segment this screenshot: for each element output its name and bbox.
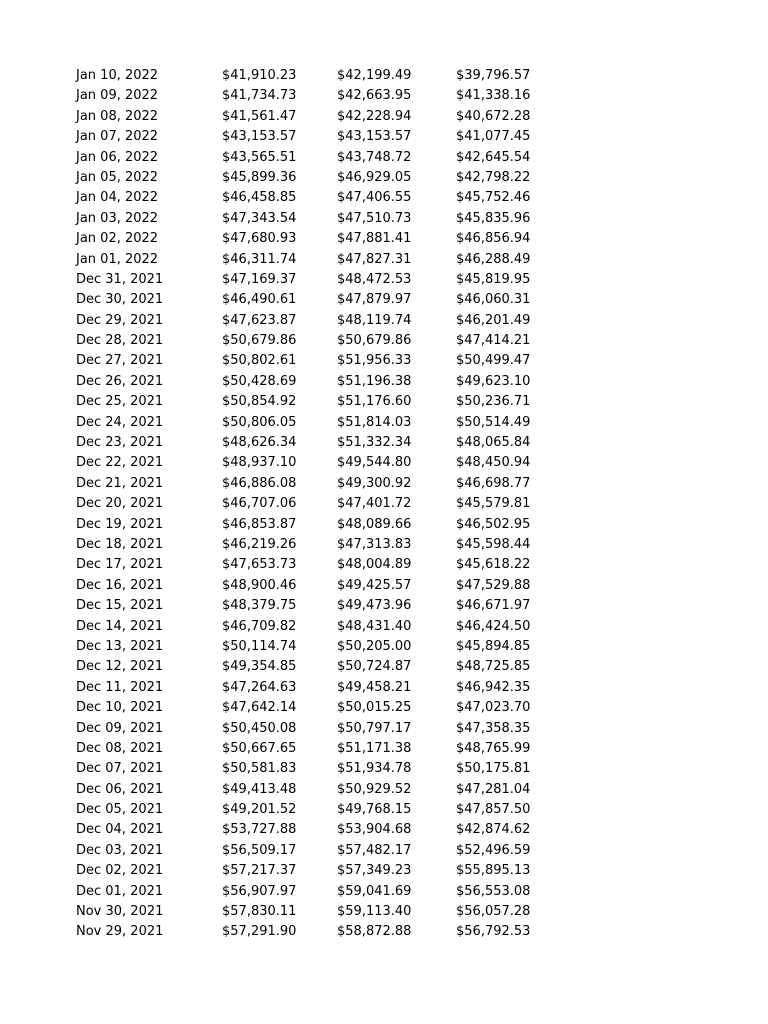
date-cell: Jan 09, 2022: [76, 88, 159, 104]
open-price-cell: $50,854.92: [222, 394, 297, 410]
table-row: [0, 311, 768, 331]
table-row: [0, 66, 768, 86]
high-price-cell: $53,904.68: [337, 822, 412, 838]
table-row: [0, 86, 768, 106]
open-price-cell: $57,217.37: [222, 863, 297, 879]
open-price-cell: $50,114.74: [222, 638, 297, 654]
low-price-cell: $45,835.96: [456, 210, 531, 226]
open-price-cell: $46,886.08: [222, 475, 297, 491]
date-cell: Dec 24, 2021: [76, 414, 164, 430]
low-price-cell: $46,671.97: [456, 598, 531, 614]
open-price-cell: $41,910.23: [222, 68, 297, 83]
table-row: [0, 922, 768, 942]
low-price-cell: $48,065.84: [456, 435, 531, 451]
open-price-cell: $50,428.69: [222, 373, 297, 389]
table-row: [0, 351, 768, 371]
open-price-cell: $56,907.97: [222, 883, 297, 899]
low-price-cell: $56,792.53: [456, 924, 531, 940]
table-row: [0, 678, 768, 698]
high-price-cell: $59,113.40: [337, 904, 412, 920]
table-row: [0, 719, 768, 739]
date-cell: Jan 03, 2022: [76, 210, 159, 226]
open-price-cell: $46,707.06: [222, 496, 297, 512]
high-price-cell: $51,956.33: [337, 353, 412, 369]
high-price-cell: $48,119.74: [337, 312, 412, 328]
low-price-cell: $46,698.77: [456, 475, 531, 491]
low-price-cell: $50,514.49: [456, 414, 531, 430]
high-price-cell: $47,510.73: [337, 210, 412, 226]
table-row: [0, 555, 768, 575]
low-price-cell: $56,057.28: [456, 904, 531, 920]
low-price-cell: $45,618.22: [456, 557, 531, 573]
low-price-cell: $46,856.94: [456, 231, 531, 247]
high-price-cell: $51,934.78: [337, 761, 412, 777]
table-row: [0, 576, 768, 596]
high-price-cell: $48,004.89: [337, 557, 412, 573]
high-price-cell: $50,797.17: [337, 720, 412, 736]
table-row: [0, 372, 768, 392]
high-price-cell: $49,473.96: [337, 598, 412, 614]
open-price-cell: $43,153.57: [222, 129, 297, 145]
open-price-cell: $45,899.36: [222, 169, 297, 185]
high-price-cell: $47,879.97: [337, 292, 412, 308]
high-price-cell: $49,544.80: [337, 455, 412, 471]
open-price-cell: $41,561.47: [222, 108, 297, 124]
high-price-cell: $42,663.95: [337, 88, 412, 104]
table-row: [0, 637, 768, 657]
date-cell: Dec 17, 2021: [76, 557, 164, 573]
open-price-cell: $50,806.05: [222, 414, 297, 430]
high-price-cell: $50,679.86: [337, 333, 412, 349]
open-price-cell: $48,900.46: [222, 577, 297, 593]
date-cell: Dec 23, 2021: [76, 435, 164, 451]
open-price-cell: $46,709.82: [222, 618, 297, 634]
table-row: [0, 331, 768, 351]
open-price-cell: $49,413.48: [222, 781, 297, 797]
high-price-cell: $47,827.31: [337, 251, 412, 267]
table-row: [0, 107, 768, 127]
date-cell: Dec 31, 2021: [76, 271, 164, 287]
table-row: [0, 515, 768, 535]
table-row: [0, 453, 768, 473]
high-price-cell: $49,300.92: [337, 475, 412, 491]
table-row: [0, 270, 768, 290]
date-cell: Dec 09, 2021: [76, 720, 164, 736]
table-row: [0, 861, 768, 881]
open-price-cell: $47,623.87: [222, 312, 297, 328]
date-cell: Dec 11, 2021: [76, 679, 164, 695]
date-cell: Dec 05, 2021: [76, 802, 164, 818]
table-row: [0, 841, 768, 861]
high-price-cell: $57,482.17: [337, 842, 412, 858]
table-row: [0, 800, 768, 820]
open-price-cell: $43,565.51: [222, 149, 297, 165]
open-price-cell: $47,169.37: [222, 271, 297, 287]
date-cell: Dec 02, 2021: [76, 863, 164, 879]
high-price-cell: $48,089.66: [337, 516, 412, 532]
date-cell: Jan 02, 2022: [76, 231, 159, 247]
date-cell: Dec 07, 2021: [76, 761, 164, 777]
table-row: [0, 250, 768, 270]
date-cell: Dec 04, 2021: [76, 822, 164, 838]
open-price-cell: $50,802.61: [222, 353, 297, 369]
high-price-cell: $50,724.87: [337, 659, 412, 675]
date-cell: Dec 14, 2021: [76, 618, 164, 634]
high-price-cell: $49,458.21: [337, 679, 412, 695]
low-price-cell: $42,874.62: [456, 822, 531, 838]
table-row: [0, 739, 768, 759]
table-row: [0, 596, 768, 616]
date-cell: Dec 03, 2021: [76, 842, 164, 858]
low-price-cell: $50,236.71: [456, 394, 531, 410]
high-price-cell: $47,881.41: [337, 231, 412, 247]
high-price-cell: $58,872.88: [337, 924, 412, 940]
date-cell: Jan 01, 2022: [76, 251, 159, 267]
low-price-cell: $45,752.46: [456, 190, 531, 206]
open-price-cell: $46,458.85: [222, 190, 297, 206]
open-price-cell: $48,379.75: [222, 598, 297, 614]
low-price-cell: $42,798.22: [456, 169, 531, 185]
high-price-cell: $47,401.72: [337, 496, 412, 512]
open-price-cell: $47,680.93: [222, 231, 297, 247]
high-price-cell: $42,228.94: [337, 108, 412, 124]
date-cell: Dec 27, 2021: [76, 353, 164, 369]
low-price-cell: $52,496.59: [456, 842, 531, 858]
open-price-cell: $49,201.52: [222, 802, 297, 818]
low-price-cell: $47,529.88: [456, 577, 531, 593]
high-price-cell: $51,332.34: [337, 435, 412, 451]
date-cell: Dec 15, 2021: [76, 598, 164, 614]
low-price-cell: $46,424.50: [456, 618, 531, 634]
table-row: [0, 127, 768, 147]
date-cell: Dec 18, 2021: [76, 536, 164, 552]
date-cell: Nov 30, 2021: [76, 904, 164, 920]
open-price-cell: $57,830.11: [222, 904, 297, 920]
high-price-cell: $49,768.15: [337, 802, 412, 818]
table-row: [0, 392, 768, 412]
high-price-cell: $48,431.40: [337, 618, 412, 634]
high-price-cell: $49,425.57: [337, 577, 412, 593]
open-price-cell: $50,450.08: [222, 720, 297, 736]
date-cell: Jan 05, 2022: [76, 169, 159, 185]
low-price-cell: $47,281.04: [456, 781, 531, 797]
table-row: [0, 188, 768, 208]
table-row: [0, 229, 768, 249]
date-cell: Jan 10, 2022: [76, 68, 159, 83]
table-row: [0, 148, 768, 168]
high-price-cell: $50,929.52: [337, 781, 412, 797]
low-price-cell: $45,579.81: [456, 496, 531, 512]
table-row: [0, 902, 768, 922]
table-row: [0, 882, 768, 902]
low-price-cell: $46,942.35: [456, 679, 531, 695]
high-price-cell: $51,176.60: [337, 394, 412, 410]
low-price-cell: $48,765.99: [456, 740, 531, 756]
date-cell: Dec 08, 2021: [76, 740, 164, 756]
table-row: [0, 759, 768, 779]
open-price-cell: $48,937.10: [222, 455, 297, 471]
low-price-cell: $47,414.21: [456, 333, 531, 349]
low-price-cell: $45,598.44: [456, 536, 531, 552]
high-price-cell: $51,171.38: [337, 740, 412, 756]
table-row: [0, 617, 768, 637]
low-price-cell: $41,077.45: [456, 129, 531, 145]
table-row: [0, 780, 768, 800]
date-cell: Dec 30, 2021: [76, 292, 164, 308]
open-price-cell: $41,734.73: [222, 88, 297, 104]
date-cell: Dec 28, 2021: [76, 333, 164, 349]
table-row: [0, 698, 768, 718]
low-price-cell: $46,060.31: [456, 292, 531, 308]
low-price-cell: $42,645.54: [456, 149, 531, 165]
high-price-cell: $47,313.83: [337, 536, 412, 552]
open-price-cell: $49,354.85: [222, 659, 297, 675]
high-price-cell: $43,748.72: [337, 149, 412, 165]
open-price-cell: $46,311.74: [222, 251, 297, 267]
low-price-cell: $48,450.94: [456, 455, 531, 471]
low-price-cell: $39,796.57: [456, 68, 531, 83]
open-price-cell: $47,264.63: [222, 679, 297, 695]
date-cell: Dec 01, 2021: [76, 883, 164, 899]
date-cell: Jan 08, 2022: [76, 108, 159, 124]
date-cell: Nov 29, 2021: [76, 924, 164, 940]
low-price-cell: $48,725.85: [456, 659, 531, 675]
open-price-cell: $47,653.73: [222, 557, 297, 573]
table-row: [0, 433, 768, 453]
high-price-cell: $48,472.53: [337, 271, 412, 287]
table-row: [0, 494, 768, 514]
low-price-cell: $47,857.50: [456, 802, 531, 818]
low-price-cell: $55,895.13: [456, 863, 531, 879]
table-row: [0, 474, 768, 494]
table-row: [0, 657, 768, 677]
date-cell: Dec 12, 2021: [76, 659, 164, 675]
low-price-cell: $45,819.95: [456, 271, 531, 287]
open-price-cell: $50,667.65: [222, 740, 297, 756]
low-price-cell: $40,672.28: [456, 108, 531, 124]
date-cell: Dec 26, 2021: [76, 373, 164, 389]
open-price-cell: $46,219.26: [222, 536, 297, 552]
date-cell: Jan 07, 2022: [76, 129, 159, 145]
low-price-cell: $50,175.81: [456, 761, 531, 777]
table-row: [0, 535, 768, 555]
high-price-cell: $59,041.69: [337, 883, 412, 899]
open-price-cell: $46,490.61: [222, 292, 297, 308]
low-price-cell: $47,023.70: [456, 700, 531, 716]
table-row: [0, 290, 768, 310]
high-price-cell: $50,205.00: [337, 638, 412, 654]
high-price-cell: $51,196.38: [337, 373, 412, 389]
low-price-cell: $56,553.08: [456, 883, 531, 899]
date-cell: Dec 21, 2021: [76, 475, 164, 491]
date-cell: Jan 04, 2022: [76, 190, 159, 206]
low-price-cell: $50,499.47: [456, 353, 531, 369]
open-price-cell: $50,679.86: [222, 333, 297, 349]
open-price-cell: $47,343.54: [222, 210, 297, 226]
table-row: [0, 820, 768, 840]
date-cell: Dec 13, 2021: [76, 638, 164, 654]
high-price-cell: $43,153.57: [337, 129, 412, 145]
low-price-cell: $46,288.49: [456, 251, 531, 267]
date-cell: Dec 19, 2021: [76, 516, 164, 532]
date-cell: Dec 22, 2021: [76, 455, 164, 471]
high-price-cell: $46,929.05: [337, 169, 412, 185]
high-price-cell: $51,814.03: [337, 414, 412, 430]
date-cell: Dec 16, 2021: [76, 577, 164, 593]
date-cell: Dec 29, 2021: [76, 312, 164, 328]
open-price-cell: $56,509.17: [222, 842, 297, 858]
price-table: [0, 66, 768, 943]
high-price-cell: $42,199.49: [337, 68, 412, 83]
table-row: [0, 413, 768, 433]
date-cell: Dec 25, 2021: [76, 394, 164, 410]
high-price-cell: $57,349.23: [337, 863, 412, 879]
table-row: [0, 209, 768, 229]
low-price-cell: $41,338.16: [456, 88, 531, 104]
low-price-cell: $47,358.35: [456, 720, 531, 736]
date-cell: Dec 10, 2021: [76, 700, 164, 716]
open-price-cell: $48,626.34: [222, 435, 297, 451]
date-cell: Jan 06, 2022: [76, 149, 159, 165]
table-row: [0, 168, 768, 188]
open-price-cell: $47,642.14: [222, 700, 297, 716]
open-price-cell: $50,581.83: [222, 761, 297, 777]
open-price-cell: $57,291.90: [222, 924, 297, 940]
date-cell: Dec 20, 2021: [76, 496, 164, 512]
high-price-cell: $50,015.25: [337, 700, 412, 716]
low-price-cell: $45,894.85: [456, 638, 531, 654]
open-price-cell: $46,853.87: [222, 516, 297, 532]
high-price-cell: $47,406.55: [337, 190, 412, 206]
low-price-cell: $46,502.95: [456, 516, 531, 532]
low-price-cell: $46,201.49: [456, 312, 531, 328]
open-price-cell: $53,727.88: [222, 822, 297, 838]
low-price-cell: $49,623.10: [456, 373, 531, 389]
date-cell: Dec 06, 2021: [76, 781, 164, 797]
